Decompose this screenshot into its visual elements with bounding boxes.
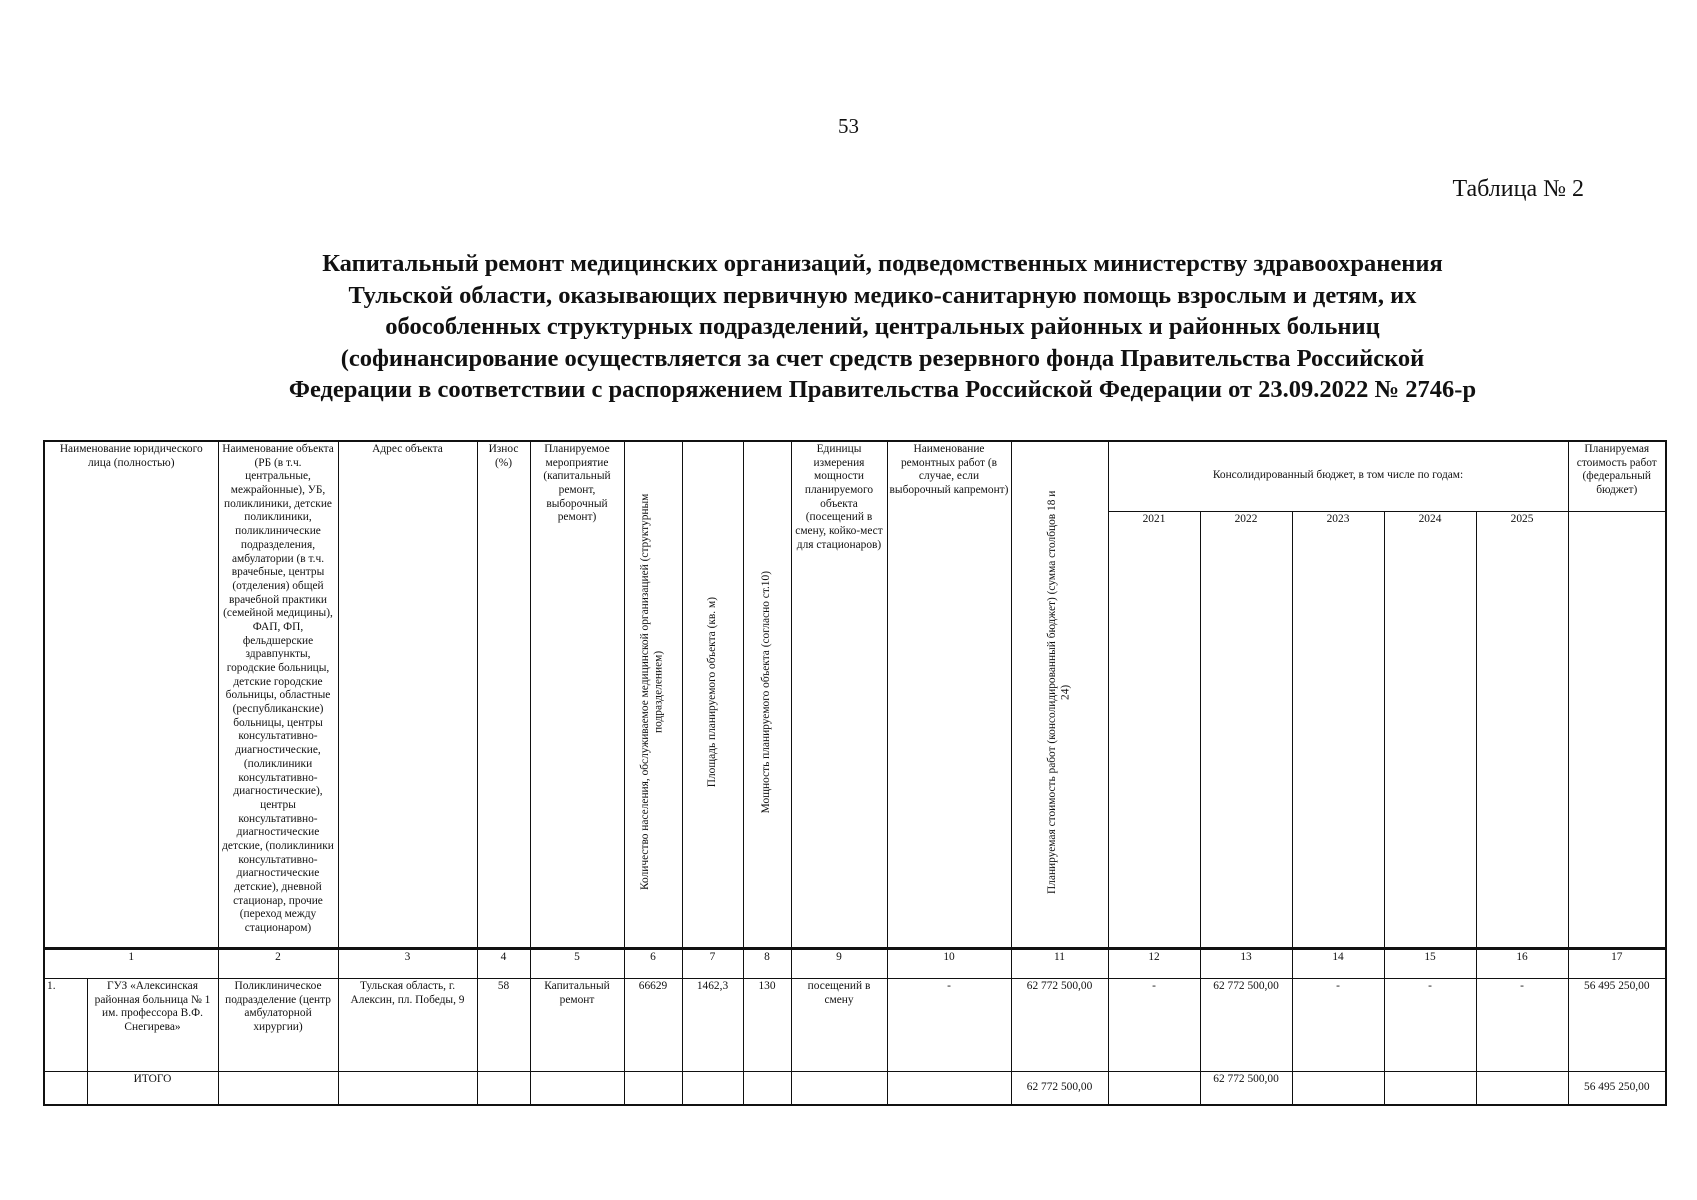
table-row [44, 979, 1666, 1072]
column-number: 4 [477, 949, 530, 979]
total-empty [1292, 1072, 1384, 1106]
data-table [43, 948, 1667, 1106]
total-empty [624, 1072, 682, 1106]
column-number: 3 [338, 949, 477, 979]
column-number: 6 [624, 949, 682, 979]
total-empty [1108, 1072, 1200, 1106]
header-object-name: Наименование объекта (РБ (в т.ч. центральные, межрайонные), УБ, поликлиники, детские поликлиники, поликлинические подразделения, амбулатории (в т.ч. врачебные, центры (отделения) общей врачебной практики (семейной медицины), ФАП, ФП, фельдшерские здравпункты, городские больницы, детские городские больницы, областные (республиканские) больницы, центры консультативно-диагностические, (поликлиники консультативно-диагностические), центры консультативно-диагностические детские, (поликлиники консультативно-диагностические детские), дневной стационар, прочие (переход между стационаром) [218, 441, 338, 948]
header-year-2024: 2024 [1384, 511, 1476, 948]
column-number: 13 [1200, 949, 1292, 979]
header-address: Адрес объекта [338, 441, 477, 948]
header-legal-entity: Наименование юридического лица (полностью) [44, 441, 218, 948]
row-year-2025: - [1476, 979, 1568, 1072]
row-year-2024: - [1384, 979, 1476, 1072]
header-empty [1568, 511, 1666, 948]
header-capacity: Мощность планируемого объекта (согласно ст.10) [743, 441, 791, 948]
total-empty [44, 1072, 87, 1106]
header-year-2022: 2022 [1200, 511, 1292, 948]
header-population: Количество населения, обслуживаемое медицинской организацией (структурным подразделением) [624, 441, 682, 948]
row-capacity: 130 [743, 979, 791, 1072]
total-empty [218, 1072, 338, 1106]
header-wear: Износ (%) [477, 441, 530, 948]
row-year-2022: 62 772 500,00 [1200, 979, 1292, 1072]
column-number: 2 [218, 949, 338, 979]
total-planned-cost-federal: 56 495 250,00 [1568, 1072, 1666, 1106]
row-planned-cost-federal: 56 495 250,00 [1568, 979, 1666, 1072]
header-area: Площадь планируемого объекта (кв. м) [682, 441, 743, 948]
column-number: 16 [1476, 949, 1568, 979]
total-empty [743, 1072, 791, 1106]
header-repair-works: Наименование ремонтных работ (в случае, если выборочный капремонт) [887, 441, 1011, 948]
title-line: обособленных структурных подразделений, центральных районных и районных больниц [385, 313, 1380, 340]
row-planned-event: Капитальный ремонт [530, 979, 624, 1072]
column-number-row [44, 949, 1666, 979]
total-year-2022: 62 772 500,00 [1200, 1072, 1292, 1106]
document-title [140, 248, 1625, 406]
column-number: 9 [791, 949, 887, 979]
title-line: Федерации в соответствии с распоряжением Правительства Российской Федерации от 23.09.2022 № 2746-р [288, 376, 1477, 403]
header-table [43, 440, 1667, 949]
column-number: 11 [1011, 949, 1108, 979]
row-object-name: Поликлиническое подразделение (центр амбулаторной хирургии) [218, 979, 338, 1072]
title-line: Капитальный ремонт медицинских организаций, подведомственных министерству здравоохранения [322, 250, 1443, 277]
column-number: 10 [887, 949, 1011, 979]
row-wear: 58 [477, 979, 530, 1072]
row-legal-entity: ГУЗ «Алексинская районная больница № 1 им. профессора В.Ф. Снегирева» [87, 979, 218, 1072]
header-year-2023: 2023 [1292, 511, 1384, 948]
header-consolidated-budget: Консолидированный бюджет, в том числе по годам: [1108, 441, 1568, 511]
total-empty [530, 1072, 624, 1106]
total-planned-cost-consolidated: 62 772 500,00 [1011, 1072, 1108, 1106]
header-planned-event: Планируемое мероприятие (капитальный ремонт, выборочный ремонт) [530, 441, 624, 948]
column-number: 14 [1292, 949, 1384, 979]
total-empty [791, 1072, 887, 1106]
header-planned-cost-federal: Планируемая стоимость работ (федеральный бюджет) [1568, 441, 1666, 511]
column-number: 12 [1108, 949, 1200, 979]
header-year-2021: 2021 [1108, 511, 1200, 948]
total-empty [887, 1072, 1011, 1106]
row-population: 66629 [624, 979, 682, 1072]
total-empty [338, 1072, 477, 1106]
total-empty [1384, 1072, 1476, 1106]
column-number: 5 [530, 949, 624, 979]
total-label: ИТОГО [87, 1072, 218, 1106]
table-number: Таблица № 2 [1452, 176, 1584, 202]
title-line: (софинансирование осуществляется за счет средств резервного фонда Правительства Российской [340, 344, 1425, 372]
total-empty [1476, 1072, 1568, 1106]
page-number: 53 [838, 114, 859, 138]
header-planned-cost-consolidated: Планируемая стоимость работ (консолидированный бюджет) (сумма столбцов 18 и 24) [1011, 441, 1108, 948]
column-number: 1 [44, 949, 218, 979]
row-year-2023: - [1292, 979, 1384, 1072]
header-capacity-units: Единицы измерения мощности планируемого объекта (посещений в смену, койко-мест для стационаров) [791, 441, 887, 948]
title-line: Тульской области, оказывающих первичную медико-санитарную помощь взрослым и детям, их [348, 281, 1417, 309]
row-year-2021: - [1108, 979, 1200, 1072]
header-year-2025: 2025 [1476, 511, 1568, 948]
total-empty [682, 1072, 743, 1106]
total-empty [477, 1072, 530, 1106]
column-number: 15 [1384, 949, 1476, 979]
column-number: 8 [743, 949, 791, 979]
row-repair-works: - [887, 979, 1011, 1072]
row-capacity-units: посещений в смену [791, 979, 887, 1072]
column-number: 7 [682, 949, 743, 979]
column-number: 17 [1568, 949, 1666, 979]
row-address: Тульская область, г. Алексин, пл. Победы, 9 [338, 979, 477, 1072]
row-planned-cost-consolidated: 62 772 500,00 [1011, 979, 1108, 1072]
row-index: 1. [44, 979, 87, 1072]
row-area: 1462,3 [682, 979, 743, 1072]
total-row [44, 1072, 1666, 1106]
